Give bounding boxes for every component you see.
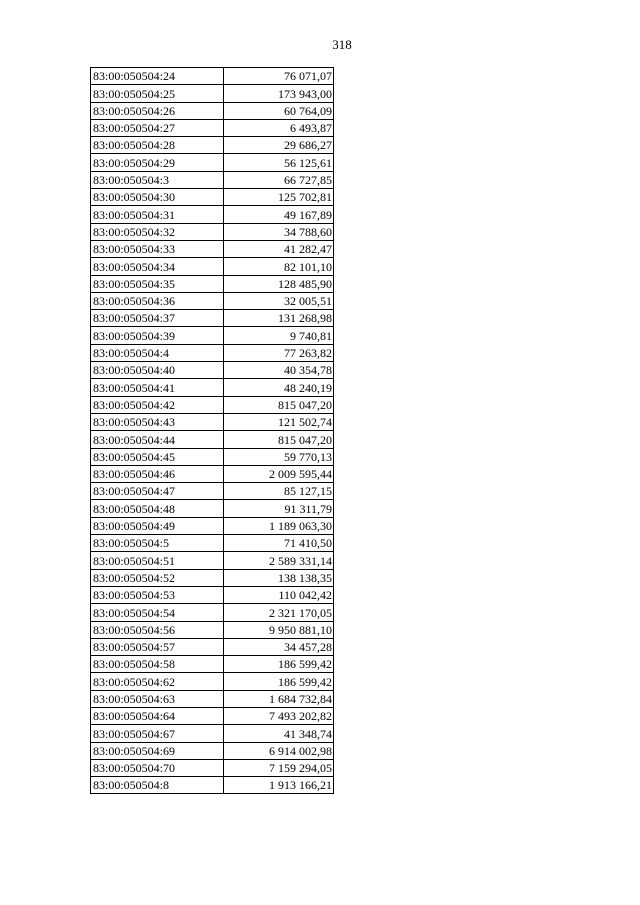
value-cell: 56 125,61 — [224, 154, 334, 171]
table-row — [91, 292, 334, 309]
value-cell: 9 950 881,10 — [224, 621, 334, 638]
cadastral-number-cell: 83:00:050504:46 — [91, 465, 224, 482]
value-cell: 7 493 202,82 — [224, 707, 334, 724]
cadastral-number-cell: 83:00:050504:54 — [91, 604, 224, 621]
cadastral-number-cell: 83:00:050504:70 — [91, 759, 224, 776]
value-cell: 40 354,78 — [224, 362, 334, 379]
table-row — [91, 119, 334, 136]
table-row — [91, 413, 334, 430]
table-row — [91, 483, 334, 500]
value-cell: 32 005,51 — [224, 292, 334, 309]
cadastral-number-cell: 83:00:050504:48 — [91, 500, 224, 517]
table-row — [91, 500, 334, 517]
value-cell: 6 914 002,98 — [224, 742, 334, 759]
cadastral-number-cell: 83:00:050504:34 — [91, 258, 224, 275]
table-body — [91, 68, 334, 794]
table-row — [91, 586, 334, 603]
table-row — [91, 604, 334, 621]
table-row — [91, 68, 334, 85]
table-row — [91, 240, 334, 257]
cadastral-number-cell: 83:00:050504:5 — [91, 535, 224, 552]
table-row — [91, 327, 334, 344]
value-cell: 815 047,20 — [224, 396, 334, 413]
table-row — [91, 465, 334, 482]
cadastral-number-cell: 83:00:050504:29 — [91, 154, 224, 171]
cadastral-number-cell: 83:00:050504:64 — [91, 707, 224, 724]
cadastral-number-cell: 83:00:050504:33 — [91, 240, 224, 257]
value-cell: 138 138,35 — [224, 569, 334, 586]
table-row — [91, 137, 334, 154]
value-cell: 49 167,89 — [224, 206, 334, 223]
table-row — [91, 448, 334, 465]
cadastral-number-cell: 83:00:050504:27 — [91, 119, 224, 136]
value-cell: 82 101,10 — [224, 258, 334, 275]
table-row — [91, 206, 334, 223]
cadastral-number-cell: 83:00:050504:49 — [91, 517, 224, 534]
table-row — [91, 517, 334, 534]
table-row — [91, 690, 334, 707]
value-cell: 9 740,81 — [224, 327, 334, 344]
cadastral-number-cell: 83:00:050504:43 — [91, 413, 224, 430]
value-cell: 186 599,42 — [224, 656, 334, 673]
cadastral-value-table — [90, 67, 334, 794]
table-row — [91, 569, 334, 586]
value-cell: 66 727,85 — [224, 171, 334, 188]
value-cell: 91 311,79 — [224, 500, 334, 517]
value-cell: 77 263,82 — [224, 344, 334, 361]
table-row — [91, 258, 334, 275]
value-cell: 60 764,09 — [224, 102, 334, 119]
value-cell: 29 686,27 — [224, 137, 334, 154]
table-row — [91, 707, 334, 724]
value-cell: 1 913 166,21 — [224, 777, 334, 794]
page-number: 318 — [332, 37, 352, 52]
value-cell: 41 348,74 — [224, 725, 334, 742]
table-row — [91, 379, 334, 396]
table-row — [91, 396, 334, 413]
table-row — [91, 535, 334, 552]
value-cell: 2 589 331,14 — [224, 552, 334, 569]
table-row — [91, 621, 334, 638]
cadastral-number-cell: 83:00:050504:58 — [91, 656, 224, 673]
table-row — [91, 102, 334, 119]
cadastral-number-cell: 83:00:050504:24 — [91, 68, 224, 85]
cadastral-number-cell: 83:00:050504:39 — [91, 327, 224, 344]
value-cell: 41 282,47 — [224, 240, 334, 257]
cadastral-number-cell: 83:00:050504:47 — [91, 483, 224, 500]
cadastral-number-cell: 83:00:050504:41 — [91, 379, 224, 396]
value-cell: 71 410,50 — [224, 535, 334, 552]
value-cell: 76 071,07 — [224, 68, 334, 85]
table-row — [91, 275, 334, 292]
table-row — [91, 85, 334, 102]
cadastral-number-cell: 83:00:050504:32 — [91, 223, 224, 240]
table-row — [91, 154, 334, 171]
cadastral-number-cell: 83:00:050504:69 — [91, 742, 224, 759]
value-cell: 128 485,90 — [224, 275, 334, 292]
value-cell: 34 457,28 — [224, 638, 334, 655]
value-cell: 2 321 170,05 — [224, 604, 334, 621]
cadastral-number-cell: 83:00:050504:8 — [91, 777, 224, 794]
value-cell: 34 788,60 — [224, 223, 334, 240]
cadastral-number-cell: 83:00:050504:37 — [91, 310, 224, 327]
cadastral-number-cell: 83:00:050504:53 — [91, 586, 224, 603]
table-row — [91, 310, 334, 327]
cadastral-number-cell: 83:00:050504:26 — [91, 102, 224, 119]
table-row — [91, 344, 334, 361]
cadastral-number-cell: 83:00:050504:67 — [91, 725, 224, 742]
cadastral-number-cell: 83:00:050504:25 — [91, 85, 224, 102]
value-cell: 59 770,13 — [224, 448, 334, 465]
table-row — [91, 742, 334, 759]
value-cell: 173 943,00 — [224, 85, 334, 102]
cadastral-number-cell: 83:00:050504:62 — [91, 673, 224, 690]
value-cell: 48 240,19 — [224, 379, 334, 396]
cadastral-number-cell: 83:00:050504:63 — [91, 690, 224, 707]
value-cell: 186 599,42 — [224, 673, 334, 690]
value-cell: 131 268,98 — [224, 310, 334, 327]
value-cell: 85 127,15 — [224, 483, 334, 500]
table-row — [91, 638, 334, 655]
table-row — [91, 759, 334, 776]
cadastral-number-cell: 83:00:050504:51 — [91, 552, 224, 569]
cadastral-number-cell: 83:00:050504:52 — [91, 569, 224, 586]
value-cell: 2 009 595,44 — [224, 465, 334, 482]
cadastral-number-cell: 83:00:050504:45 — [91, 448, 224, 465]
cadastral-number-cell: 83:00:050504:30 — [91, 189, 224, 206]
table-row — [91, 777, 334, 794]
table-row — [91, 725, 334, 742]
table-row — [91, 189, 334, 206]
cadastral-number-cell: 83:00:050504:36 — [91, 292, 224, 309]
table-row — [91, 223, 334, 240]
cadastral-number-cell: 83:00:050504:35 — [91, 275, 224, 292]
cadastral-number-cell: 83:00:050504:40 — [91, 362, 224, 379]
table-row — [91, 656, 334, 673]
value-cell: 6 493,87 — [224, 119, 334, 136]
cadastral-number-cell: 83:00:050504:44 — [91, 431, 224, 448]
cadastral-number-cell: 83:00:050504:28 — [91, 137, 224, 154]
table-row — [91, 673, 334, 690]
value-cell: 1 684 732,84 — [224, 690, 334, 707]
cadastral-number-cell: 83:00:050504:42 — [91, 396, 224, 413]
value-cell: 815 047,20 — [224, 431, 334, 448]
value-cell: 1 189 063,30 — [224, 517, 334, 534]
cadastral-number-cell: 83:00:050504:31 — [91, 206, 224, 223]
cadastral-number-cell: 83:00:050504:57 — [91, 638, 224, 655]
table-row — [91, 552, 334, 569]
cadastral-number-cell: 83:00:050504:4 — [91, 344, 224, 361]
table-row — [91, 431, 334, 448]
cadastral-number-cell: 83:00:050504:56 — [91, 621, 224, 638]
cadastral-number-cell: 83:00:050504:3 — [91, 171, 224, 188]
value-cell: 121 502,74 — [224, 413, 334, 430]
value-cell: 7 159 294,05 — [224, 759, 334, 776]
table-row — [91, 171, 334, 188]
table-row — [91, 362, 334, 379]
value-cell: 125 702,81 — [224, 189, 334, 206]
value-cell: 110 042,42 — [224, 586, 334, 603]
